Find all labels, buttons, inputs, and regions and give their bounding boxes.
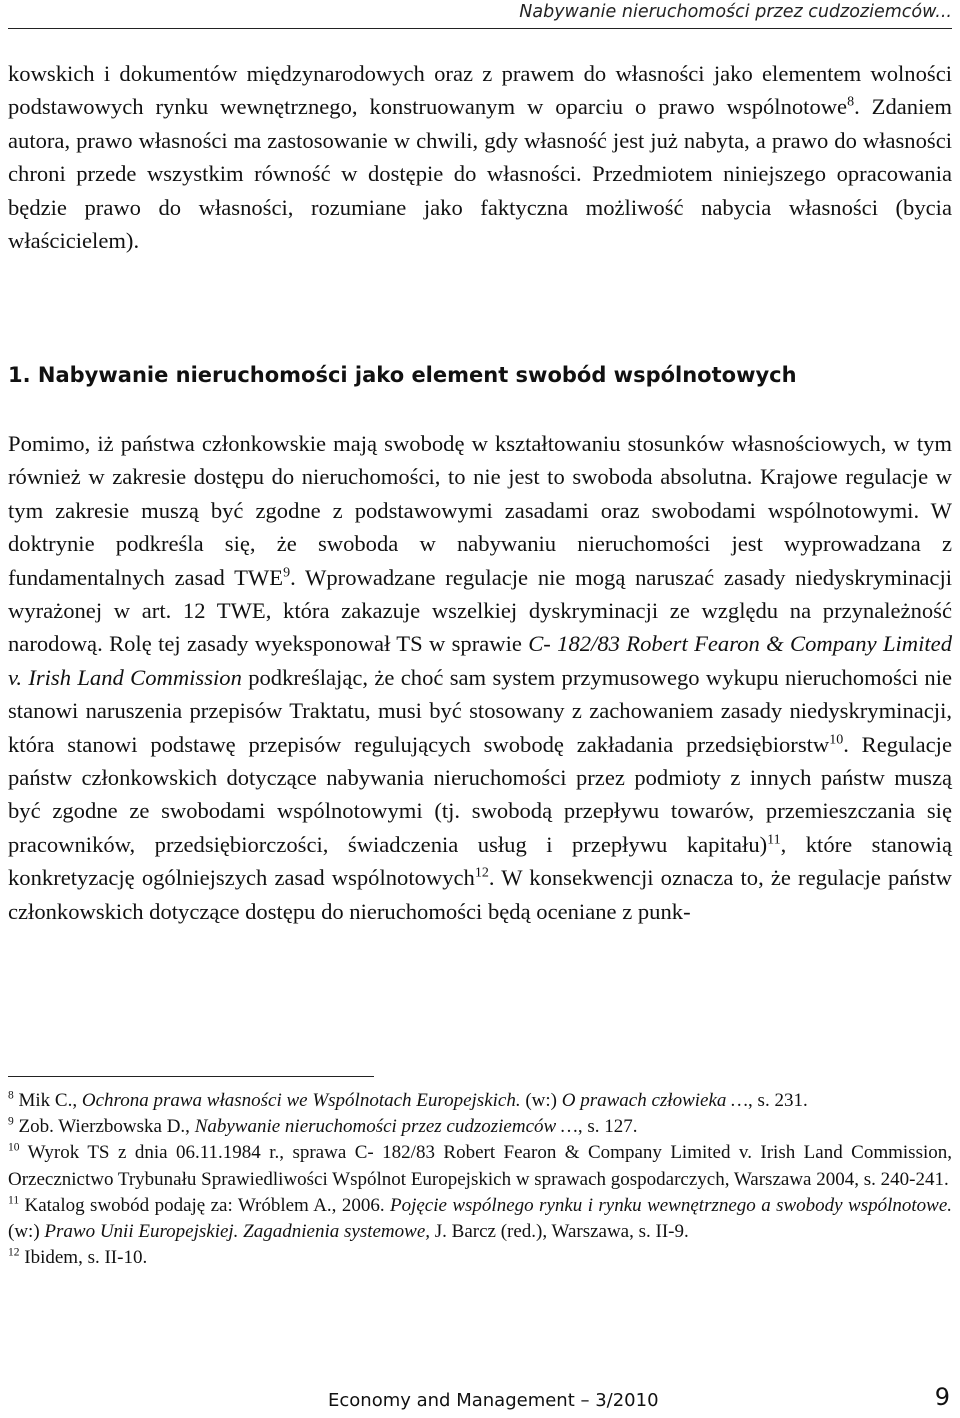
footnote-title: Ochrona prawa własności we Wspólnotach Europejskich. [81,1090,521,1111]
footnote-text: Mik C., [13,1090,82,1111]
footnote-title: Prawo Unii Europejskiej. Zagadnienia systemowe, [44,1221,431,1243]
header-rule [8,28,952,29]
footnote-number: 11 [8,1194,20,1207]
footnote-title: O prawach człowieka … [561,1090,749,1111]
footnote-number: 8 [8,1089,14,1102]
footnote-text: (w:) [8,1221,45,1243]
footnote-text: Katalog swobód podaję za: Wróblem A., 2006. [19,1194,390,1216]
footnote-ref-12[interactable]: 12 [474,865,489,881]
footnote-text: Zob. Wierzbowska D., [13,1116,195,1138]
main-text-5: , które stanowią konkretyzację ogólniejszych zasad wspólnotowych [8,831,952,891]
footnote-10 [8,1140,952,1192]
footnote-text: Wyrok TS z dnia 06.11.1984 r., sprawa C- 182/83 Robert Fearon & Company Limited v. Irish Land Commission, Orzecznictwo Trybunału Sprawiedliwości Wspólnot Europejskich w sprawach gospodarczych, Warszawa 2004, s. 240-241. [8,1142,952,1190]
footnote-ref-10[interactable]: 10 [829,732,844,748]
main-text-3: podkreślając, że choć sam system przymusowego wykupu nieruchomości nie stanowi naruszenia przepisów Traktatu, musi być stosowany z zachowaniem zasady niedyskryminacji, która stanowi podstawę przepisów regulujących swobodę zakładania przedsiębiorstw [8,664,952,757]
main-text-6: . W konsekwencji oznacza to, że regulacje państw członkowskich dotyczące dostępu do nieruchomości będą oceniane z punk- [8,865,952,924]
case-name: C- 182/83 Robert Fearon & Company Limited v. Irish Land Commission [8,631,952,690]
running-footer: Economy and Management – 3/2010 [328,1390,659,1411]
footnotes [8,1088,952,1271]
footnote-8 [8,1088,952,1114]
footnote-text: (w:) [520,1090,562,1111]
footnote-title: Nabywanie nieruchomości przez cudzoziemców … [194,1116,578,1138]
footnote-number: 12 [8,1246,20,1259]
footnote-title: Pojęcie wspólnego rynku i rynku wewnętrznego a swobody wspólnotowe. [389,1194,952,1216]
footnote-11 [8,1193,952,1245]
intro-paragraph [8,57,952,257]
footnote-rule [8,1076,374,1077]
page-number: 9 [934,1383,950,1411]
intro-text-2: . Zdaniem autora, prawo własności ma zastosowanie w chwili, gdy własność jest już nabyta, a prawo do własności chroni przede wszystkim równość w dostępie do własności. Przedmiotem niniejszego opracowania będzie prawo do własności, rozumiane jako faktyczna możliwość nabycia własności (bycia właścicielem). [8,94,952,254]
footnote-ref-8[interactable]: 8 [847,94,855,110]
footnote-text: , s. 127. [577,1116,638,1138]
main-text-2: . Wprowadzane regulacje nie mogą naruszać zasady niedyskryminacji wyrażonej w art. 12 TWE, która zakazuje wszelkiej dyskryminacji ze względu na przynależność narodową. Rolę tej zasady wyeksponował TS w sprawie [8,564,953,657]
intro-text-1: kowskich i dokumentów międzynarodowych oraz z prawem do własności jako elementem wolności podstawowych rynku wewnętrznego, konstruowanym w oparciu o prawo wspólnotowe [8,61,952,120]
footnote-9 [8,1114,952,1140]
footnote-number: 9 [8,1115,14,1128]
footnote-text: J. Barcz (red.), Warszawa, s. II-9. [430,1221,689,1243]
footnote-12 [8,1245,952,1271]
footnote-ref-11[interactable]: 11 [767,832,781,848]
footnote-ref-9[interactable]: 9 [283,565,291,581]
section-heading: 1. Nabywanie nieruchomości jako element swobód wspólnotowych [8,363,797,387]
footnote-text: , s. 231. [748,1090,808,1111]
footnote-number: 10 [8,1142,20,1155]
running-header: Nabywanie nieruchomości przez cudzoziemców... [519,2,952,22]
main-text-4: . Regulacje państw członkowskich dotyczące nabywania nieruchomości przez podmioty z innych państw muszą być zgodne ze swobodami wspólnotowymi (tj. swobodą przepływu towarów, przemieszczania się pracowników, przedsiębiorczości, świadczenia usług i przepływu kapitału) [8,731,952,857]
main-text-1: Pomimo, iż państwa członkowskie mają swobodę w kształtowaniu stosunków własnościowych, w tym również w zakresie dostępu do nieruchomości, to nie jest to swoboda absolutna. Krajowe regulacje w tym zakresie muszą być zgodne z podstawowymi zasadami oraz swobodami wspólnotowymi. W doktrynie podkreśla się, że swoboda w nabywaniu nieruchomości jest wyprowadzana z fundamentalnych zasad TWE [8,431,953,590]
main-paragraph [8,427,952,928]
footnote-text: Ibidem, s. II-10. [19,1247,148,1269]
